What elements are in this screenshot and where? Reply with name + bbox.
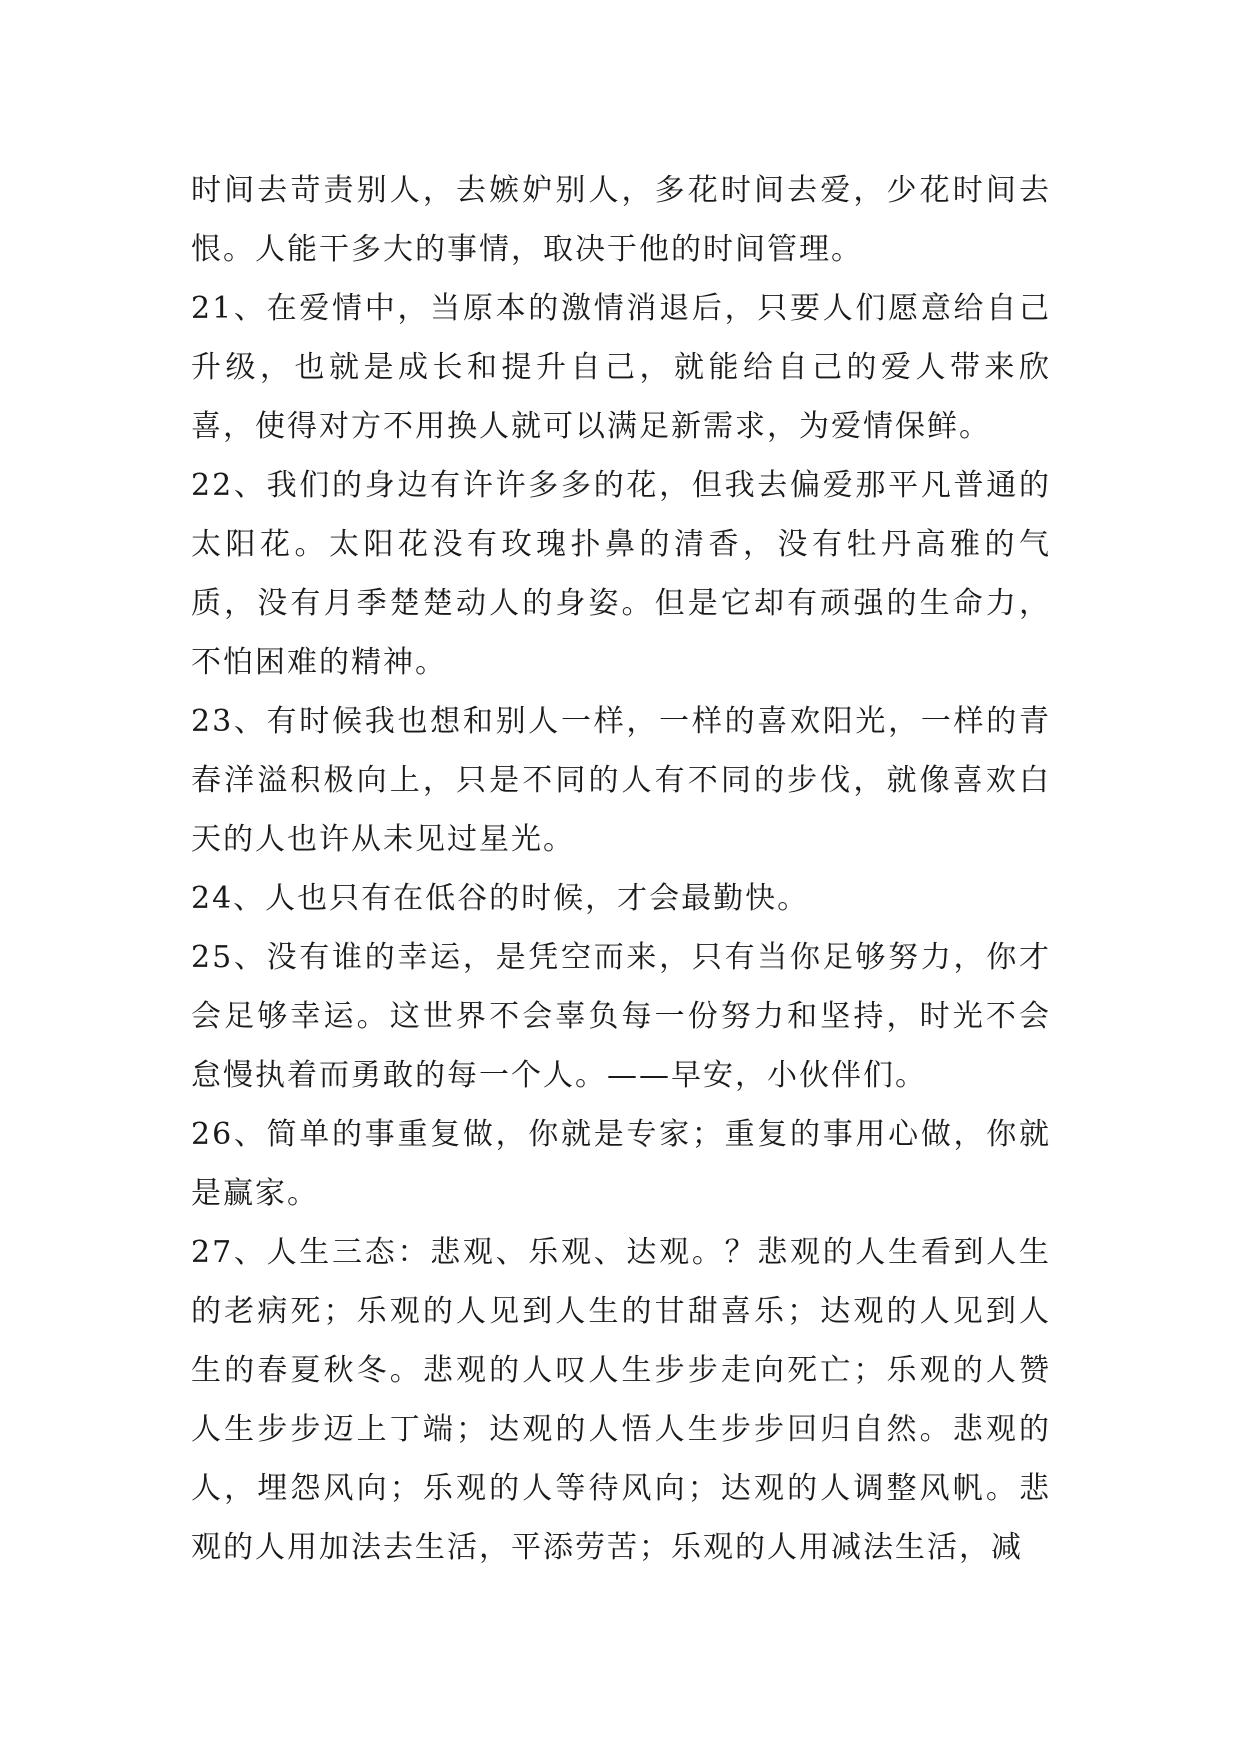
document-body — [191, 161, 1051, 1577]
paragraph-26: 26、简单的事重复做，你就是专家；重复的事用心做，你就是赢家。 — [191, 1117, 1051, 1211]
paragraph-24: 24、人也只有在低谷的时候，才会最勤快。 — [191, 881, 810, 916]
paragraph-22: 22、我们的身边有许许多多的花，但我去偏爱那平凡普通的太阳花。太阳花没有玫瑰扑鼻的清香，没有牡丹高雅的气质，没有月季楚楚动人的身姿。但是它却有顽强的生命力，不怕困难的精神。 — [191, 468, 1051, 680]
paragraph-25: 25、没有谁的幸运，是凭空而来，只有当你足够努力，你才会足够幸运。这世界不会辜负每一份努力和坚持，时光不会怠慢执着而勇敢的每一个人。——早安，小伙伴们。 — [191, 940, 1051, 1093]
paragraph-continued: 时间去苛责别人，去嫉妒别人，多花时间去爱，少花时间去恨。人能干多大的事情，取决于他的时间管理。 — [191, 173, 1051, 267]
paragraph-23: 23、有时候我也想和别人一样，一样的喜欢阳光，一样的青春洋溢积极向上，只是不同的人有不同的步伐，就像喜欢白天的人也许从未见过星光。 — [191, 704, 1051, 857]
paragraph-27: 27、人生三态：悲观、乐观、达观。？悲观的人生看到人生的老病死；乐观的人见到人生的甘甜喜乐；达观的人见到人生的春夏秋冬。悲观的人叹人生步步走向死亡；乐观的人赞人生步步迈上丁端；达观的人悟人生步步回归自然。悲观的人，埋怨风向；乐观的人等待风向；达观的人调整风帆。悲观的人用加法去生活，平添劳苦；乐观的人用减法生活，减 — [191, 1235, 1051, 1565]
paragraph-21: 21、在爱情中，当原本的激情消退后，只要人们愿意给自己升级，也就是成长和提升自己，就能给自己的爱人带来欣喜，使得对方不用换人就可以满足新需求，为爱情保鲜。 — [191, 291, 1051, 444]
